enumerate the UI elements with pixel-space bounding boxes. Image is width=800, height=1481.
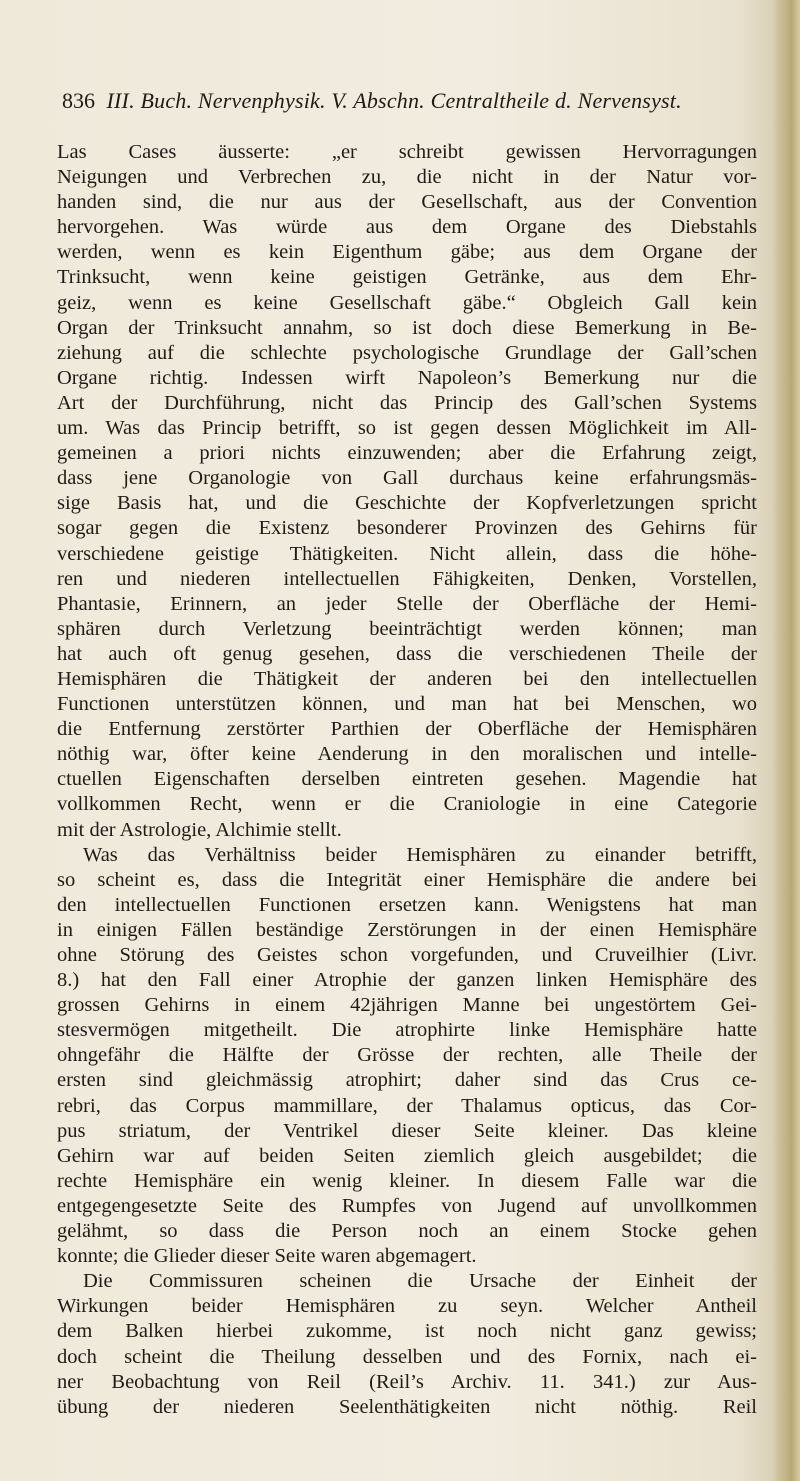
text-line: Las Cases äusserte: „er schreibt gewissen Hervorragungen [57, 141, 757, 163]
text-line: dem Balken hierbei zukomme, ist noch nicht ganz gewiss; [57, 1320, 757, 1343]
text-line: hat auch oft genug gesehen, dass die verschiedenen Theile der [57, 642, 757, 665]
text-line: Art der Durchführung, nicht das Princip des Gall’schen Systems [57, 391, 757, 414]
text-line: handen sind, die nur aus der Gesellschaft, aus der Convention [57, 191, 757, 214]
text-line: Neigungen und Verbrechen zu, die nicht in der Natur vor- [57, 166, 757, 189]
text-line: Was das Verhältniss beider Hemisphären zu einander betrifft, [83, 843, 757, 866]
running-header [62, 88, 752, 118]
text-line: Phantasie, Erinnern, an jeder Stelle der Oberfläche der Hemi- [57, 592, 757, 615]
text-line: Die Commissuren scheinen die Ursache der Einheit der [83, 1270, 757, 1293]
text-line: ohngefähr die Hälfte der Grösse der rechten, alle Theile der [57, 1044, 757, 1067]
text-line: ner Beobachtung von Reil (Reil’s Archiv. 11. 341.) zur Aus- [57, 1370, 757, 1393]
text-line: entgegengesetzte Seite des Rumpfes von Jugend auf unvollkommen [57, 1194, 757, 1217]
text-line: in einigen Fällen beständige Zerstörungen in der einen Hemisphäre [57, 918, 757, 941]
text-line: grossen Gehirns in einem 42jährigen Manne bei ungestörtem Gei- [57, 994, 757, 1017]
text-line: rebri, das Corpus mammillare, der Thalamus opticus, das Cor- [57, 1094, 757, 1117]
text-line: Organ der Trinksucht annahm, so ist doch diese Bemerkung in Be- [57, 316, 757, 339]
text-line: verschiedene geistige Thätigkeiten. Nicht allein, dass die höhe- [57, 542, 757, 565]
text-line: Wirkungen beider Hemisphären zu seyn. Welcher Antheil [57, 1295, 757, 1318]
text-line: pus striatum, der Ventrikel dieser Seite kleiner. Das kleine [57, 1119, 757, 1142]
text-line: sige Basis hat, und die Geschichte der Kopfverletzungen spricht [57, 492, 757, 515]
text-line: sphären durch Verletzung beeinträchtigt werden können; man [57, 617, 757, 640]
text-line: ersten sind gleichmässig atrophirt; daher sind das Crus ce- [57, 1069, 757, 1092]
running-title: III. Buch. Nervenphysik. V. Abschn. Centraltheile d. Nervensyst. [106, 88, 682, 113]
text-line: die Entfernung zerstörter Parthien der Oberfläche der Hemisphären [57, 718, 757, 741]
text-line: 8.) hat den Fall einer Atrophie der ganzen linken Hemisphäre des [57, 969, 757, 992]
text-line: ren und niederen intellectuellen Fähigkeiten, Denken, Vorstellen, [57, 567, 757, 590]
text-line: Gehirn war auf beiden Seiten ziemlich gleich ausgebildet; die [57, 1144, 757, 1167]
text-line: Hemisphären die Thätigkeit der anderen bei den intellectuellen [57, 667, 757, 690]
text-line: den intellectuellen Functionen ersetzen kann. Wenigstens hat man [57, 893, 757, 916]
text-line: stesvermögen mitgetheilt. Die atrophirte linke Hemisphäre hatte [57, 1019, 757, 1042]
text-line: geiz, wenn es keine Gesellschaft gäbe.“ Obgleich Gall kein [57, 291, 757, 314]
text-line: dass jene Organologie von Gall durchaus keine erfahrungsmäs- [57, 467, 757, 490]
text-line: werden, wenn es kein Eigenthum gäbe; aus dem Organe der [57, 241, 757, 264]
body-text [57, 140, 757, 1420]
text-line: mit der Astrologie, Alchimie stellt. [57, 818, 342, 841]
text-line: nöthig war, öfter keine Aenderung in den moralischen und intelle- [57, 743, 757, 766]
text-line: ctuellen Eigenschaften derselben eintreten gesehen. Magendie hat [57, 768, 757, 791]
text-line: rechte Hemisphäre ein wenig kleiner. In diesem Falle war die [57, 1169, 757, 1192]
text-line: ohne Störung des Geistes schon vorgefunden, und Cruveilhier (Livr. [57, 944, 757, 966]
text-line: übung der niederen Seelenthätigkeiten nicht nöthig. Reil [57, 1395, 757, 1418]
text-line: Functionen unterstützen können, und man hat bei Menschen, wo [57, 693, 757, 716]
text-line: Trinksucht, wenn keine geistigen Getränke, aus dem Ehr- [57, 266, 757, 289]
text-line: gelähmt, so dass die Person noch an einem Stocke gehen [57, 1220, 757, 1243]
text-line: doch scheint die Theilung desselben und des Fornix, nach ei- [57, 1345, 757, 1368]
text-line: sogar gegen die Existenz besonderer Provinzen des Gehirns für [57, 517, 757, 540]
text-line: gemeinen a priori nichts einzuwenden; aber die Erfahrung zeigt, [57, 442, 757, 465]
text-line: um. Was das Princip betrifft, so ist gegen dessen Möglichkeit im All- [57, 417, 757, 440]
text-line: ziehung auf die schlechte psychologische Grundlage der Gall’schen [57, 341, 757, 364]
text-line: hervorgehen. Was würde aus dem Organe des Diebstahls [57, 216, 757, 239]
text-line: vollkommen Recht, wenn er die Craniologie in eine Categorie [57, 793, 757, 816]
page-edge-shadow [772, 0, 800, 1481]
text-line: Organe richtig. Indessen wirft Napoleon’s Bemerkung nur die [57, 366, 757, 389]
text-line: so scheint es, dass die Integrität einer Hemisphäre die andere bei [57, 868, 757, 891]
page-number: 836 [62, 88, 95, 113]
text-line: konnte; die Glieder dieser Seite waren abgemagert. [57, 1245, 477, 1268]
